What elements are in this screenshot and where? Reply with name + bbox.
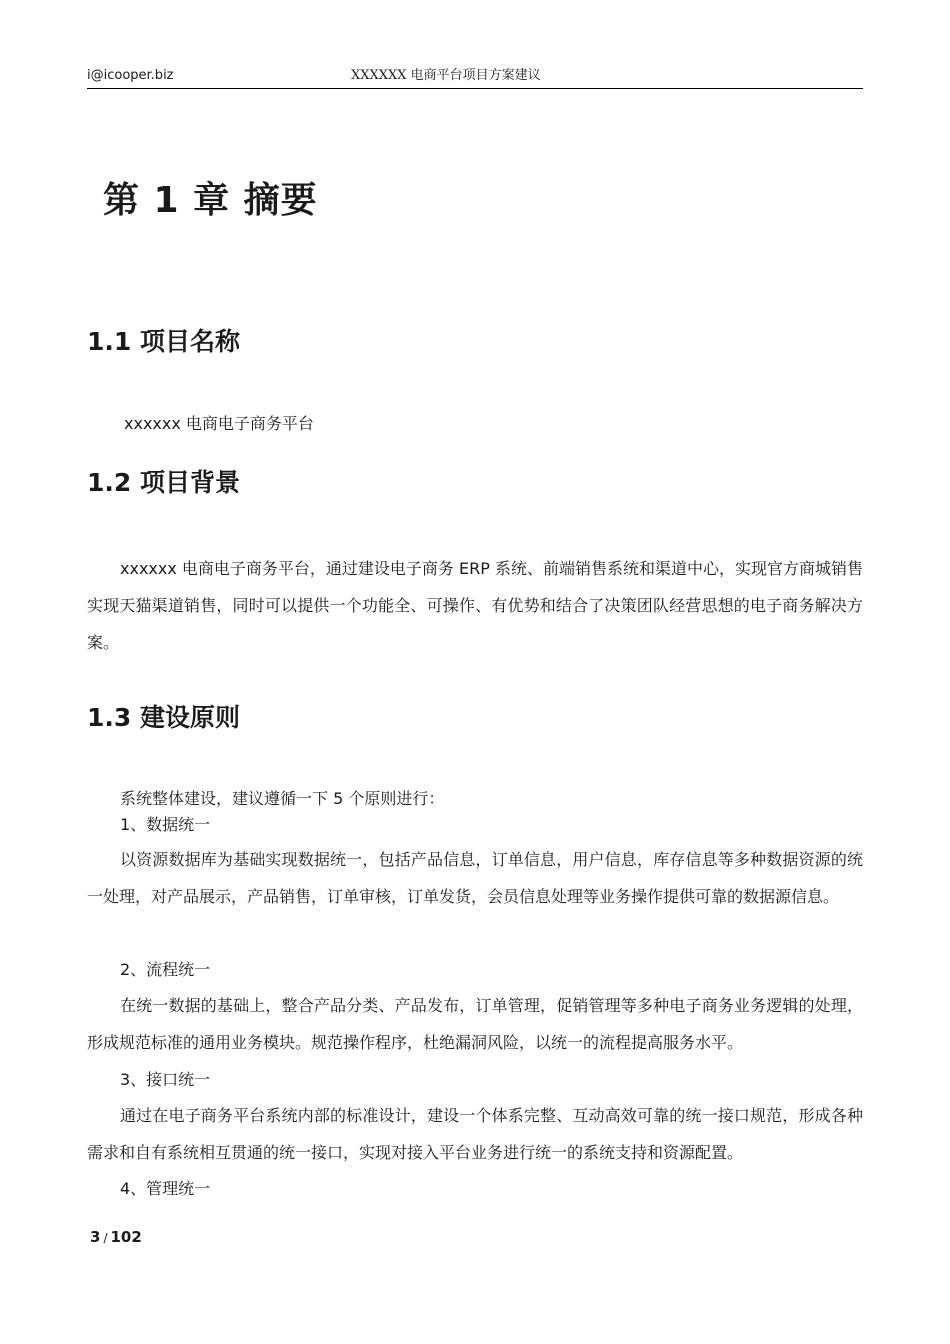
background-paragraph: xxxxxx 电商电子商务平台，通过建设电子商务 ERP 系统、前端销售系统和渠道中心，实现官方商城销售实现天猫渠道销售，同时可以提供一个功能全、可操作、有优势和结合了决策团队经营思想的电子商务解决方案。	[87, 559, 863, 652]
page-separator: /	[103, 1231, 108, 1245]
section-title-project-name: 1.1 项目名称	[87, 327, 240, 356]
header-doc-title: XXXXXX 电商平台项目方案建议	[351, 68, 541, 83]
total-pages: 102	[110, 1228, 142, 1246]
header-email: i@icooper.biz	[87, 68, 174, 83]
project-name-text: xxxxxx 电商电子商务平台	[124, 414, 314, 433]
principle-4-title: 4、管理统一	[120, 1179, 211, 1198]
principles-intro: 系统整体建设，建议遵循一下 5 个原则进行：	[120, 789, 445, 808]
principle-2-title: 2、流程统一	[120, 960, 211, 979]
section-title-principles: 1.3 建设原则	[87, 703, 240, 732]
section-title-background: 1.2 项目背景	[87, 468, 240, 497]
chapter-title: 第 1 章 摘要	[103, 180, 318, 221]
page-number	[90, 1226, 142, 1249]
page-header	[87, 66, 863, 89]
principle-1-body: 以资源数据库为基础实现数据统一，包括产品信息，订单信息，用户信息，库存信息等多种数据资源的统一处理，对产品展示，产品销售，订单审核，订单发货，会员信息处理等业务操作提供可靠的数据源信息。	[87, 850, 863, 906]
principle-2-body: 在统一数据的基础上，整合产品分类、产品发布，订单管理，促销管理等多种电子商务业务逻辑的处理，形成规范标准的通用业务模块。规范操作程序，杜绝漏洞风险，以统一的流程提高服务水平。	[87, 996, 863, 1052]
principle-3-body: 通过在电子商务平台系统内部的标准设计，建设一个体系完整、互动高效可靠的统一接口规范，形成各种需求和自有系统相互贯通的统一接口，实现对接入平台业务进行统一的系统支持和资源配置。	[87, 1106, 863, 1162]
principle-1-title: 1、数据统一	[120, 815, 211, 834]
principle-3-title: 3、接口统一	[120, 1070, 211, 1089]
current-page: 3	[90, 1228, 101, 1246]
